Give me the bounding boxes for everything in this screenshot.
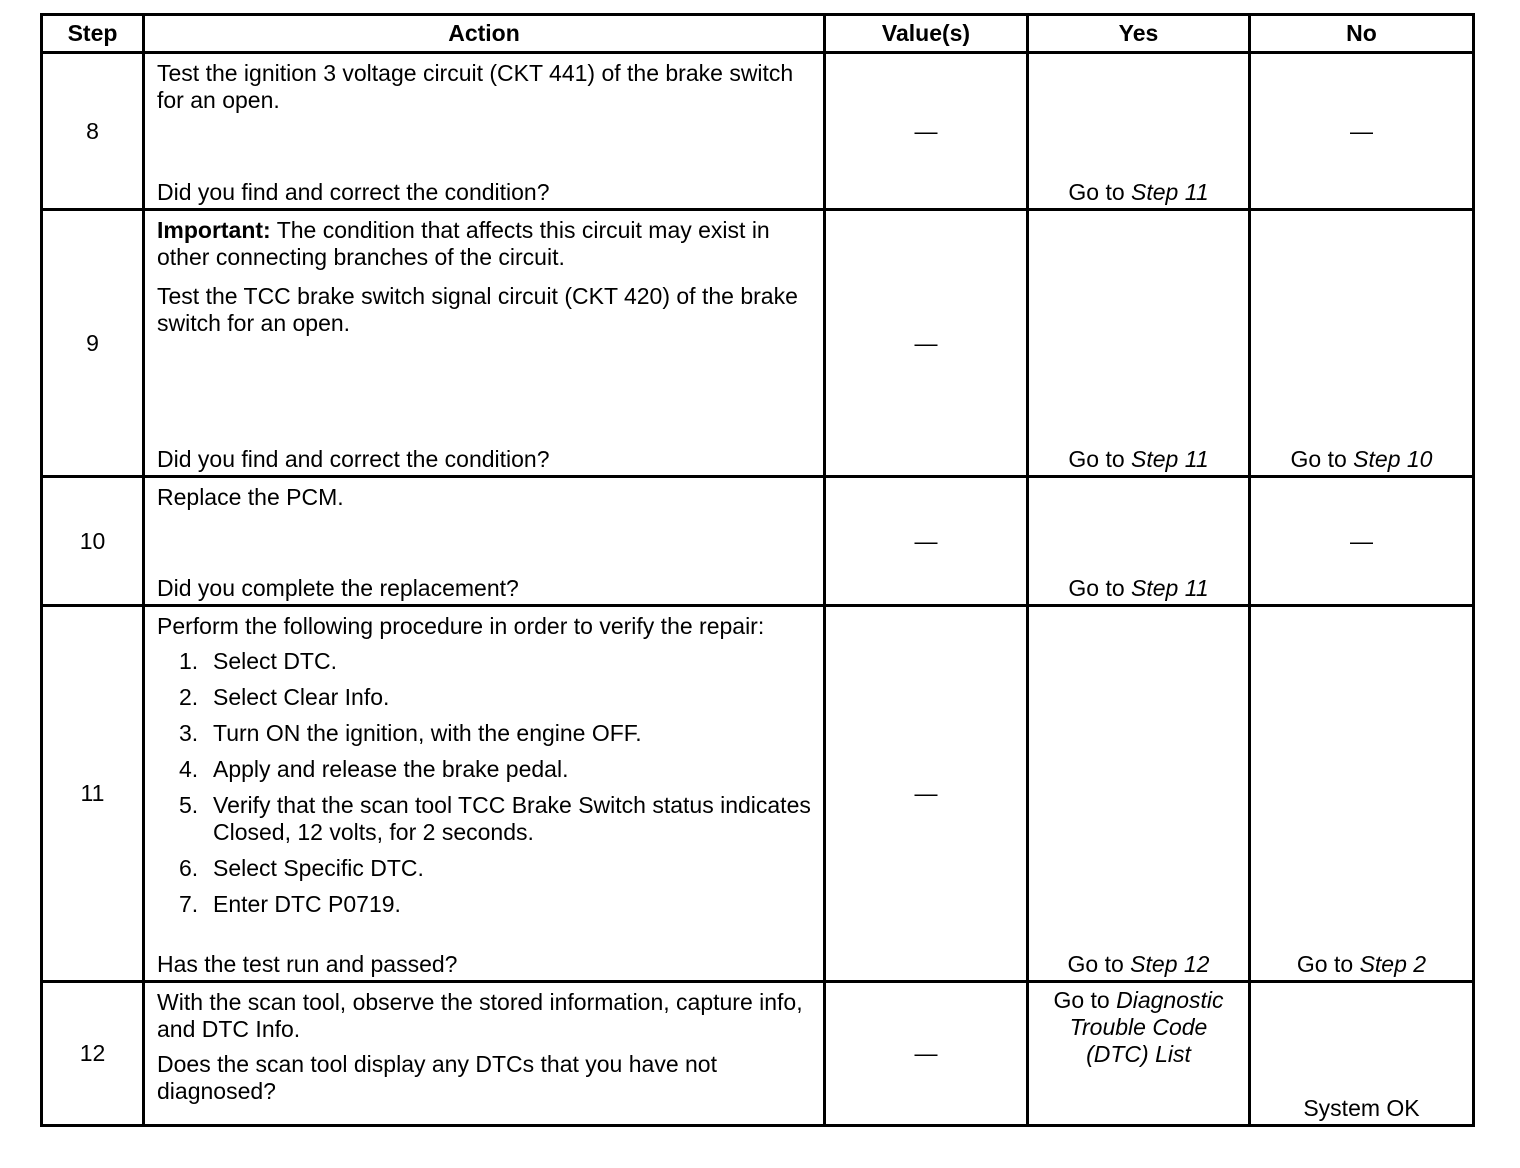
list-item-number: 4. xyxy=(179,756,199,782)
yes-cell xyxy=(1028,53,1250,210)
yes-link[interactable] xyxy=(1029,179,1248,206)
no-cell: — xyxy=(1250,477,1474,606)
no-prefix: Go to xyxy=(1296,951,1354,977)
yes-link[interactable] xyxy=(1029,951,1248,978)
action-cell xyxy=(144,53,825,210)
list-item-number: 2. xyxy=(179,684,199,710)
no-cell xyxy=(1250,606,1474,982)
table-row-step-11 xyxy=(42,606,1474,982)
list-item-number: 7. xyxy=(179,891,199,917)
list-item-text: Select Specific DTC. xyxy=(213,855,424,881)
list-item xyxy=(179,684,813,711)
header-step: Step xyxy=(42,15,144,53)
action-cell xyxy=(144,210,825,477)
no-ref: Step 10 xyxy=(1353,446,1433,472)
yes-cell xyxy=(1028,210,1250,477)
yes-cell xyxy=(1028,982,1250,1126)
list-item-number: 6. xyxy=(179,855,199,881)
list-item-text: Select DTC. xyxy=(213,648,337,674)
important-note xyxy=(157,217,813,271)
list-item xyxy=(179,792,813,846)
yes-prefix: Go to xyxy=(1053,987,1110,1013)
no-cell: — xyxy=(1250,53,1474,210)
list-item-text: Select Clear Info. xyxy=(213,684,390,710)
action-text: With the scan tool, observe the stored information, capture info, and DTC Info. xyxy=(157,989,803,1042)
list-item xyxy=(179,648,813,675)
header-action: Action xyxy=(144,15,825,53)
step-number: 12 xyxy=(42,982,144,1126)
action-cell xyxy=(144,982,825,1126)
list-item xyxy=(179,756,813,783)
yes-cell xyxy=(1028,477,1250,606)
no-prefix: Go to xyxy=(1290,446,1347,472)
list-item-text: Apply and release the brake pedal. xyxy=(213,756,569,782)
no-link[interactable] xyxy=(1251,446,1472,473)
action-cell xyxy=(144,606,825,982)
list-item-number: 5. xyxy=(179,792,199,818)
important-label: Important: xyxy=(157,217,271,243)
value-cell: — xyxy=(825,982,1028,1126)
action-cell xyxy=(144,477,825,606)
list-item-text: Enter DTC P0719. xyxy=(213,891,401,917)
yes-prefix: Go to xyxy=(1068,179,1125,205)
yes-prefix: Go to xyxy=(1067,951,1124,977)
action-question: Does the scan tool display any DTCs that you have not diagnosed? xyxy=(157,1051,717,1104)
step-number: 11 xyxy=(42,606,144,982)
no-link[interactable] xyxy=(1251,951,1472,978)
list-item-text: Turn ON the ignition, with the engine OFF. xyxy=(213,720,642,746)
important-text: The condition that affects this circuit may exist in other connecting branches of the circuit. xyxy=(157,217,770,270)
value-cell: — xyxy=(825,53,1028,210)
action-question: Did you find and correct the condition? xyxy=(157,446,550,472)
value-cell: — xyxy=(825,210,1028,477)
step-number: 9 xyxy=(42,210,144,477)
no-cell xyxy=(1250,982,1474,1126)
action-text: Test the ignition 3 voltage circuit (CKT 441) of the brake switch for an open. xyxy=(157,60,794,113)
value-cell: — xyxy=(825,477,1028,606)
step-number: 10 xyxy=(42,477,144,606)
step-number: 8 xyxy=(42,53,144,210)
action-question: Did you find and correct the condition? xyxy=(157,179,550,205)
table-row-step-10 xyxy=(42,477,1474,606)
yes-ref: Step 11 xyxy=(1131,575,1209,601)
action-question: Has the test run and passed? xyxy=(157,951,458,977)
list-item xyxy=(179,720,813,747)
diagnostic-table xyxy=(40,13,1475,1127)
yes-link[interactable] xyxy=(1029,983,1248,1068)
action-text: Replace the PCM. xyxy=(157,484,344,510)
table-row-step-9 xyxy=(42,210,1474,477)
header-yes: Yes xyxy=(1028,15,1250,53)
yes-link[interactable] xyxy=(1029,446,1248,473)
list-item xyxy=(179,891,813,918)
yes-link[interactable] xyxy=(1029,575,1248,602)
no-ref: Step 2 xyxy=(1359,951,1427,977)
list-item-text: Verify that the scan tool TCC Brake Switch status indicates Closed, 12 volts, for 2 seconds. xyxy=(213,792,811,845)
header-no: No xyxy=(1250,15,1474,53)
yes-ref: Step 11 xyxy=(1131,446,1209,472)
value-cell: — xyxy=(825,606,1028,982)
action-text: Test the TCC brake switch signal circuit (CKT 420) of the brake switch for an open. xyxy=(157,283,798,336)
action-question: Did you complete the replacement? xyxy=(157,575,519,601)
no-result: System OK xyxy=(1303,1095,1420,1121)
yes-cell xyxy=(1028,606,1250,982)
yes-prefix: Go to xyxy=(1068,446,1125,472)
yes-ref: Step 12 xyxy=(1130,951,1210,977)
yes-ref: Step 11 xyxy=(1131,179,1209,205)
list-item xyxy=(179,855,813,882)
list-item-number: 1. xyxy=(179,648,199,674)
header-row xyxy=(42,15,1474,53)
yes-ref: Diagnostic Trouble Code (DTC) List xyxy=(1069,987,1224,1067)
no-cell xyxy=(1250,210,1474,477)
action-text: Perform the following procedure in order to verify the repair: xyxy=(157,613,765,639)
table-row-step-12 xyxy=(42,982,1474,1126)
procedure-list xyxy=(157,648,813,918)
table-row-step-8 xyxy=(42,53,1474,210)
list-item-number: 3. xyxy=(179,720,199,746)
header-values: Value(s) xyxy=(825,15,1028,53)
yes-prefix: Go to xyxy=(1068,575,1125,601)
